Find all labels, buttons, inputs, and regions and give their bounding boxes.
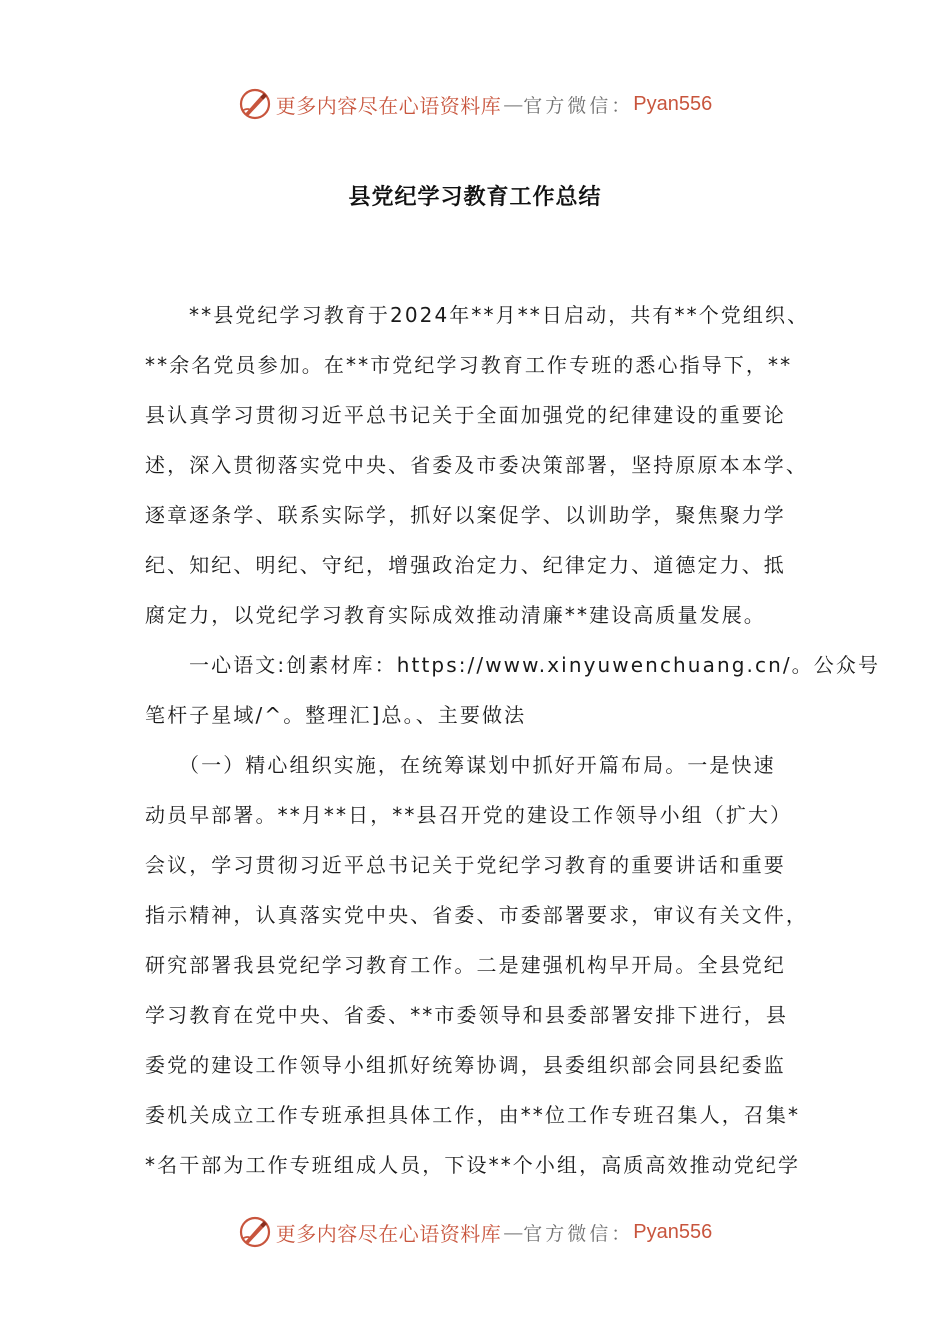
paragraph-line: 学习教育在党中央、省委、**市委领导和县委部署安排下进行，县 xyxy=(145,1003,788,1027)
section-heading-line: （一）精心组织实施，在统筹谋划中抓好开篇布局。一是快速 xyxy=(179,753,776,777)
paragraph-line: 一心语文:创素材库：https://www.xinyuwenchuang.cn/。公众号 xyxy=(189,653,881,677)
banner-official-label: 官方微信： xyxy=(523,94,634,117)
paragraph-line: 委党的建设工作领导小组抓好统筹协调，县委组织部会同县纪委监 xyxy=(145,1053,786,1077)
paragraph-line: **余名党员参加。在**市党纪学习教育工作专班的悉心指导下，** xyxy=(145,353,793,377)
footer-banner xyxy=(0,1210,950,1254)
paragraph-line: 委机关成立工作专班承担具体工作，由**位工作专班召集人，召集* xyxy=(145,1103,801,1127)
document-title: 县党纪学习教育工作总结 xyxy=(348,185,602,210)
document-body xyxy=(145,290,881,1190)
paragraph-line: 动员早部署。**月**日，**县召开党的建设工作领导小组（扩大） xyxy=(145,803,793,827)
paragraph-line: 会议，学习贯彻习近平总书记关于党纪学习教育的重要讲话和重要 xyxy=(145,853,786,877)
banner-text: 更多内容尽在心语资料库 xyxy=(275,1221,502,1246)
paragraph-line: 研究部署我县党纪学习教育工作。二是建强机构早开局。全县党纪 xyxy=(145,953,786,977)
paragraph-line: 指示精神，认真落实党中央、省委、市委部署要求，审议有关文件， xyxy=(145,903,808,927)
paragraph-line: 逐章逐条学、联系实际学，抓好以案促学、以训助学，聚焦聚力学 xyxy=(145,503,786,527)
paragraph-line: 笔杆子星域/^。整理汇]总。、主要做法 xyxy=(145,703,527,727)
paragraph-line: 腐定力，以党纪学习教育实际成效推动清廉**建设高质量发展。 xyxy=(145,603,766,627)
banner-dash: — xyxy=(503,92,522,116)
banner-dash: — xyxy=(503,1220,522,1244)
paragraph-line: 纪、知纪、明纪、守纪，增强政治定力、纪律定力、道德定力、抵 xyxy=(145,553,786,577)
banner-text: 更多内容尽在心语资料库 xyxy=(275,93,502,118)
banner-wechat-handle: Pyan556 xyxy=(633,1220,713,1243)
banner-official-label: 官方微信： xyxy=(523,1222,634,1245)
header-banner xyxy=(0,82,950,126)
pen-logo-icon xyxy=(238,1215,272,1249)
paragraph-line: 述，深入贯彻落实党中央、省委及市委决策部署，坚持原原本本学、 xyxy=(145,453,808,477)
banner-wechat-handle: Pyan556 xyxy=(633,92,713,115)
paragraph-line: *名干部为工作专班组成人员，下设**个小组，高质高效推动党纪学 xyxy=(145,1153,801,1177)
paragraph-line: 县认真学习贯彻习近平总书记关于全面加强党的纪律建设的重要论 xyxy=(145,403,786,427)
paragraph-line: **县党纪学习教育于2024年**月**日启动，共有**个党组织、 xyxy=(189,303,810,327)
pen-logo-icon xyxy=(238,87,272,121)
